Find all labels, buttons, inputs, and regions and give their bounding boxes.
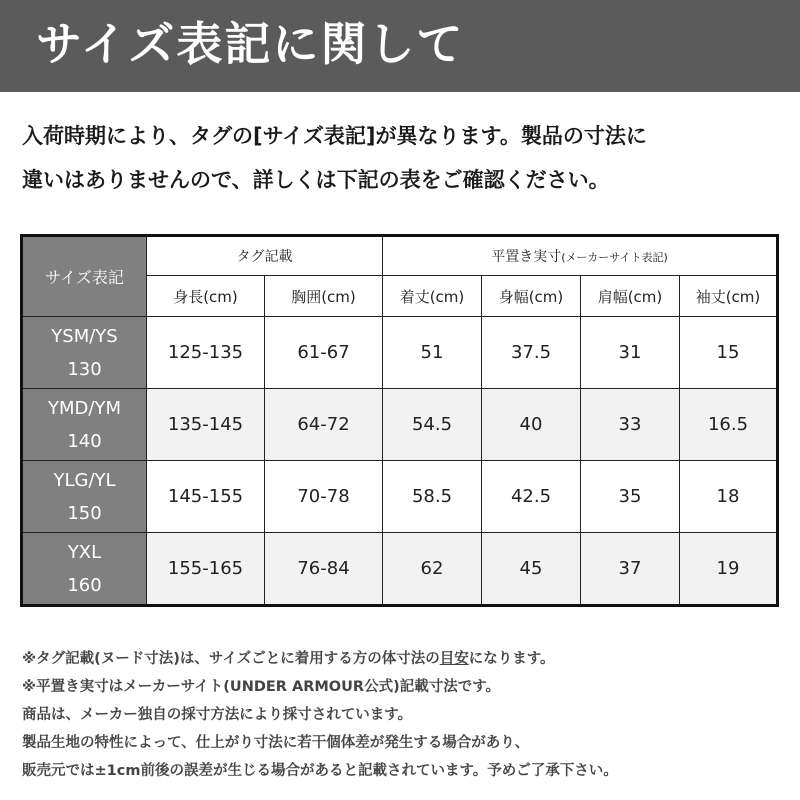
table-cell: 76-84 [265,533,383,606]
column-header-shoulder: 肩幅(cm) [581,276,680,317]
table-cell: 70-78 [265,461,383,533]
table-cell: 19 [680,533,778,606]
table-cell: 54.5 [383,389,482,461]
size-number: 160 [67,574,102,596]
column-header-length: 着丈(cm) [383,276,482,317]
column-header-width: 身幅(cm) [482,276,581,317]
size-label-header: サイズ表記 [22,236,147,317]
notes-section [22,645,792,785]
size-label-cell [22,317,147,389]
size-code: YXL [67,541,102,563]
tag-group-label: タグ記載 [236,249,293,265]
size-code: YMD/YM [48,397,121,419]
table-row [22,389,778,461]
table-cell: 35 [581,461,680,533]
table-cell: 37 [581,533,680,606]
column-header-chest: 胸囲(cm) [265,276,383,317]
page-title: サイズ表記に関して [36,17,465,71]
header-bar [0,0,800,92]
table-cell: 45 [482,533,581,606]
flat-group-note: (メーカーサイト表記) [561,251,668,264]
table-row [22,533,778,606]
column-header-height: 身長(cm) [147,276,265,317]
size-number: 140 [67,430,102,452]
table-row [22,461,778,533]
table-cell: 18 [680,461,778,533]
intro-line: 違いはありませんので、詳しくは下記の表をご確認ください。 [22,168,610,192]
table-cell: 64-72 [265,389,383,461]
size-code: YLG/YL [53,469,116,491]
note-text: ※タグ記載(ヌード寸法)は、サイズごとに着用する方の体寸法の [22,651,440,667]
table-cell: 33 [581,389,680,461]
note-line: 製品生地の特性によって、仕上がり寸法に若干個体差が発生する場合があり、 [22,735,530,751]
flat-group-header [383,236,778,276]
table-cell: 37.5 [482,317,581,389]
size-label-cell [22,389,147,461]
table-cell: 135-145 [147,389,265,461]
note-line: 商品は、メーカー独自の採寸方法により採寸されています。 [22,707,413,723]
table-cell: 145-155 [147,461,265,533]
note-line [22,645,792,673]
table-cell: 62 [383,533,482,606]
note-line: 販売元では±1cm前後の誤差が生じる場合があると記載されています。予めご了承下さい。 [22,763,618,779]
table-cell: 155-165 [147,533,265,606]
note-text: になります。 [468,651,555,667]
table-row [22,317,778,389]
intro-line: 入荷時期により、タグの[サイズ表記]が異なります。製品の寸法に [22,124,647,148]
table-cell: 51 [383,317,482,389]
table-cell: 42.5 [482,461,581,533]
size-label-cell [22,461,147,533]
table-cell: 125-135 [147,317,265,389]
column-header-sleeve: 袖丈(cm) [680,276,778,317]
size-label-cell [22,533,147,606]
note-line: ※平置き実寸はメーカーサイト(UNDER ARMOUR公式)記載寸法です。 [22,679,501,695]
note-underlined-text: 目安 [439,651,469,667]
table-cell: 61-67 [265,317,383,389]
table-cell: 31 [581,317,680,389]
table-cell: 58.5 [383,461,482,533]
flat-group-label: 平置き実寸 [491,249,562,265]
table-cell: 15 [680,317,778,389]
table-cell: 16.5 [680,389,778,461]
tag-group-header [147,236,383,276]
size-table [20,234,779,607]
size-number: 150 [67,502,102,524]
table-cell: 40 [482,389,581,461]
size-code: YSM/YS [51,325,118,347]
intro-text [22,114,792,202]
size-number: 130 [67,358,102,380]
